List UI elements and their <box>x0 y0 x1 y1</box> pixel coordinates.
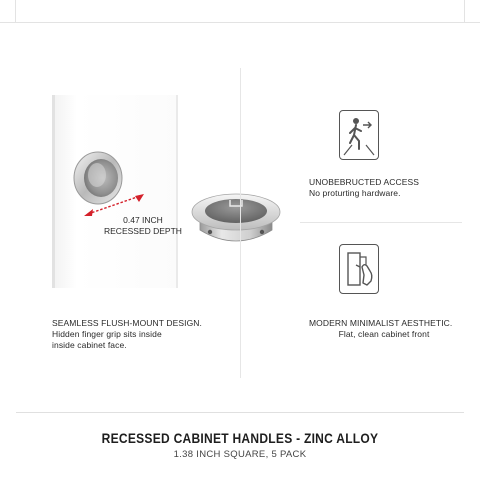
feature-text: No proturting hardware. <box>309 188 401 198</box>
top-border-line <box>0 22 480 23</box>
hand-touching-panel-icon <box>339 244 379 294</box>
caption-line: inside cabinet face. <box>52 340 127 350</box>
flush-handle-product-image <box>186 186 286 254</box>
feature-heading: UNOBEBRUCTED ACCESS <box>309 177 420 187</box>
depth-caption: RECESSED DEPTH <box>104 226 182 236</box>
depth-measurement-label <box>104 215 182 237</box>
cabinet-panel-edge <box>52 95 55 288</box>
depth-value: 0.47 INCH <box>123 215 163 225</box>
feature-divider <box>300 222 462 223</box>
feature-access-caption <box>309 177 459 199</box>
footer-divider <box>16 412 464 413</box>
product-subtitle: 1.38 INCH SQUARE, 5 PACK <box>173 449 307 460</box>
product-title: RECESSED CABINET HANDLES - ZINC ALLOY <box>101 430 379 446</box>
feature-heading: MODERN MINIMALIST AESTHETIC. <box>309 318 453 328</box>
caption-line: Hidden finger grip sits inside <box>52 329 162 339</box>
feature-text: Flat, clean cabinet front <box>338 329 430 339</box>
top-border-tick <box>15 0 16 22</box>
flush-mount-caption <box>52 318 202 351</box>
feature-aesthetic-caption <box>309 318 459 340</box>
column-divider <box>240 68 241 378</box>
walking-path-icon <box>339 110 379 160</box>
caption-heading: SEAMLESS FLUSH-MOUNT DESIGN. <box>52 318 203 328</box>
top-border-tick <box>464 0 465 22</box>
